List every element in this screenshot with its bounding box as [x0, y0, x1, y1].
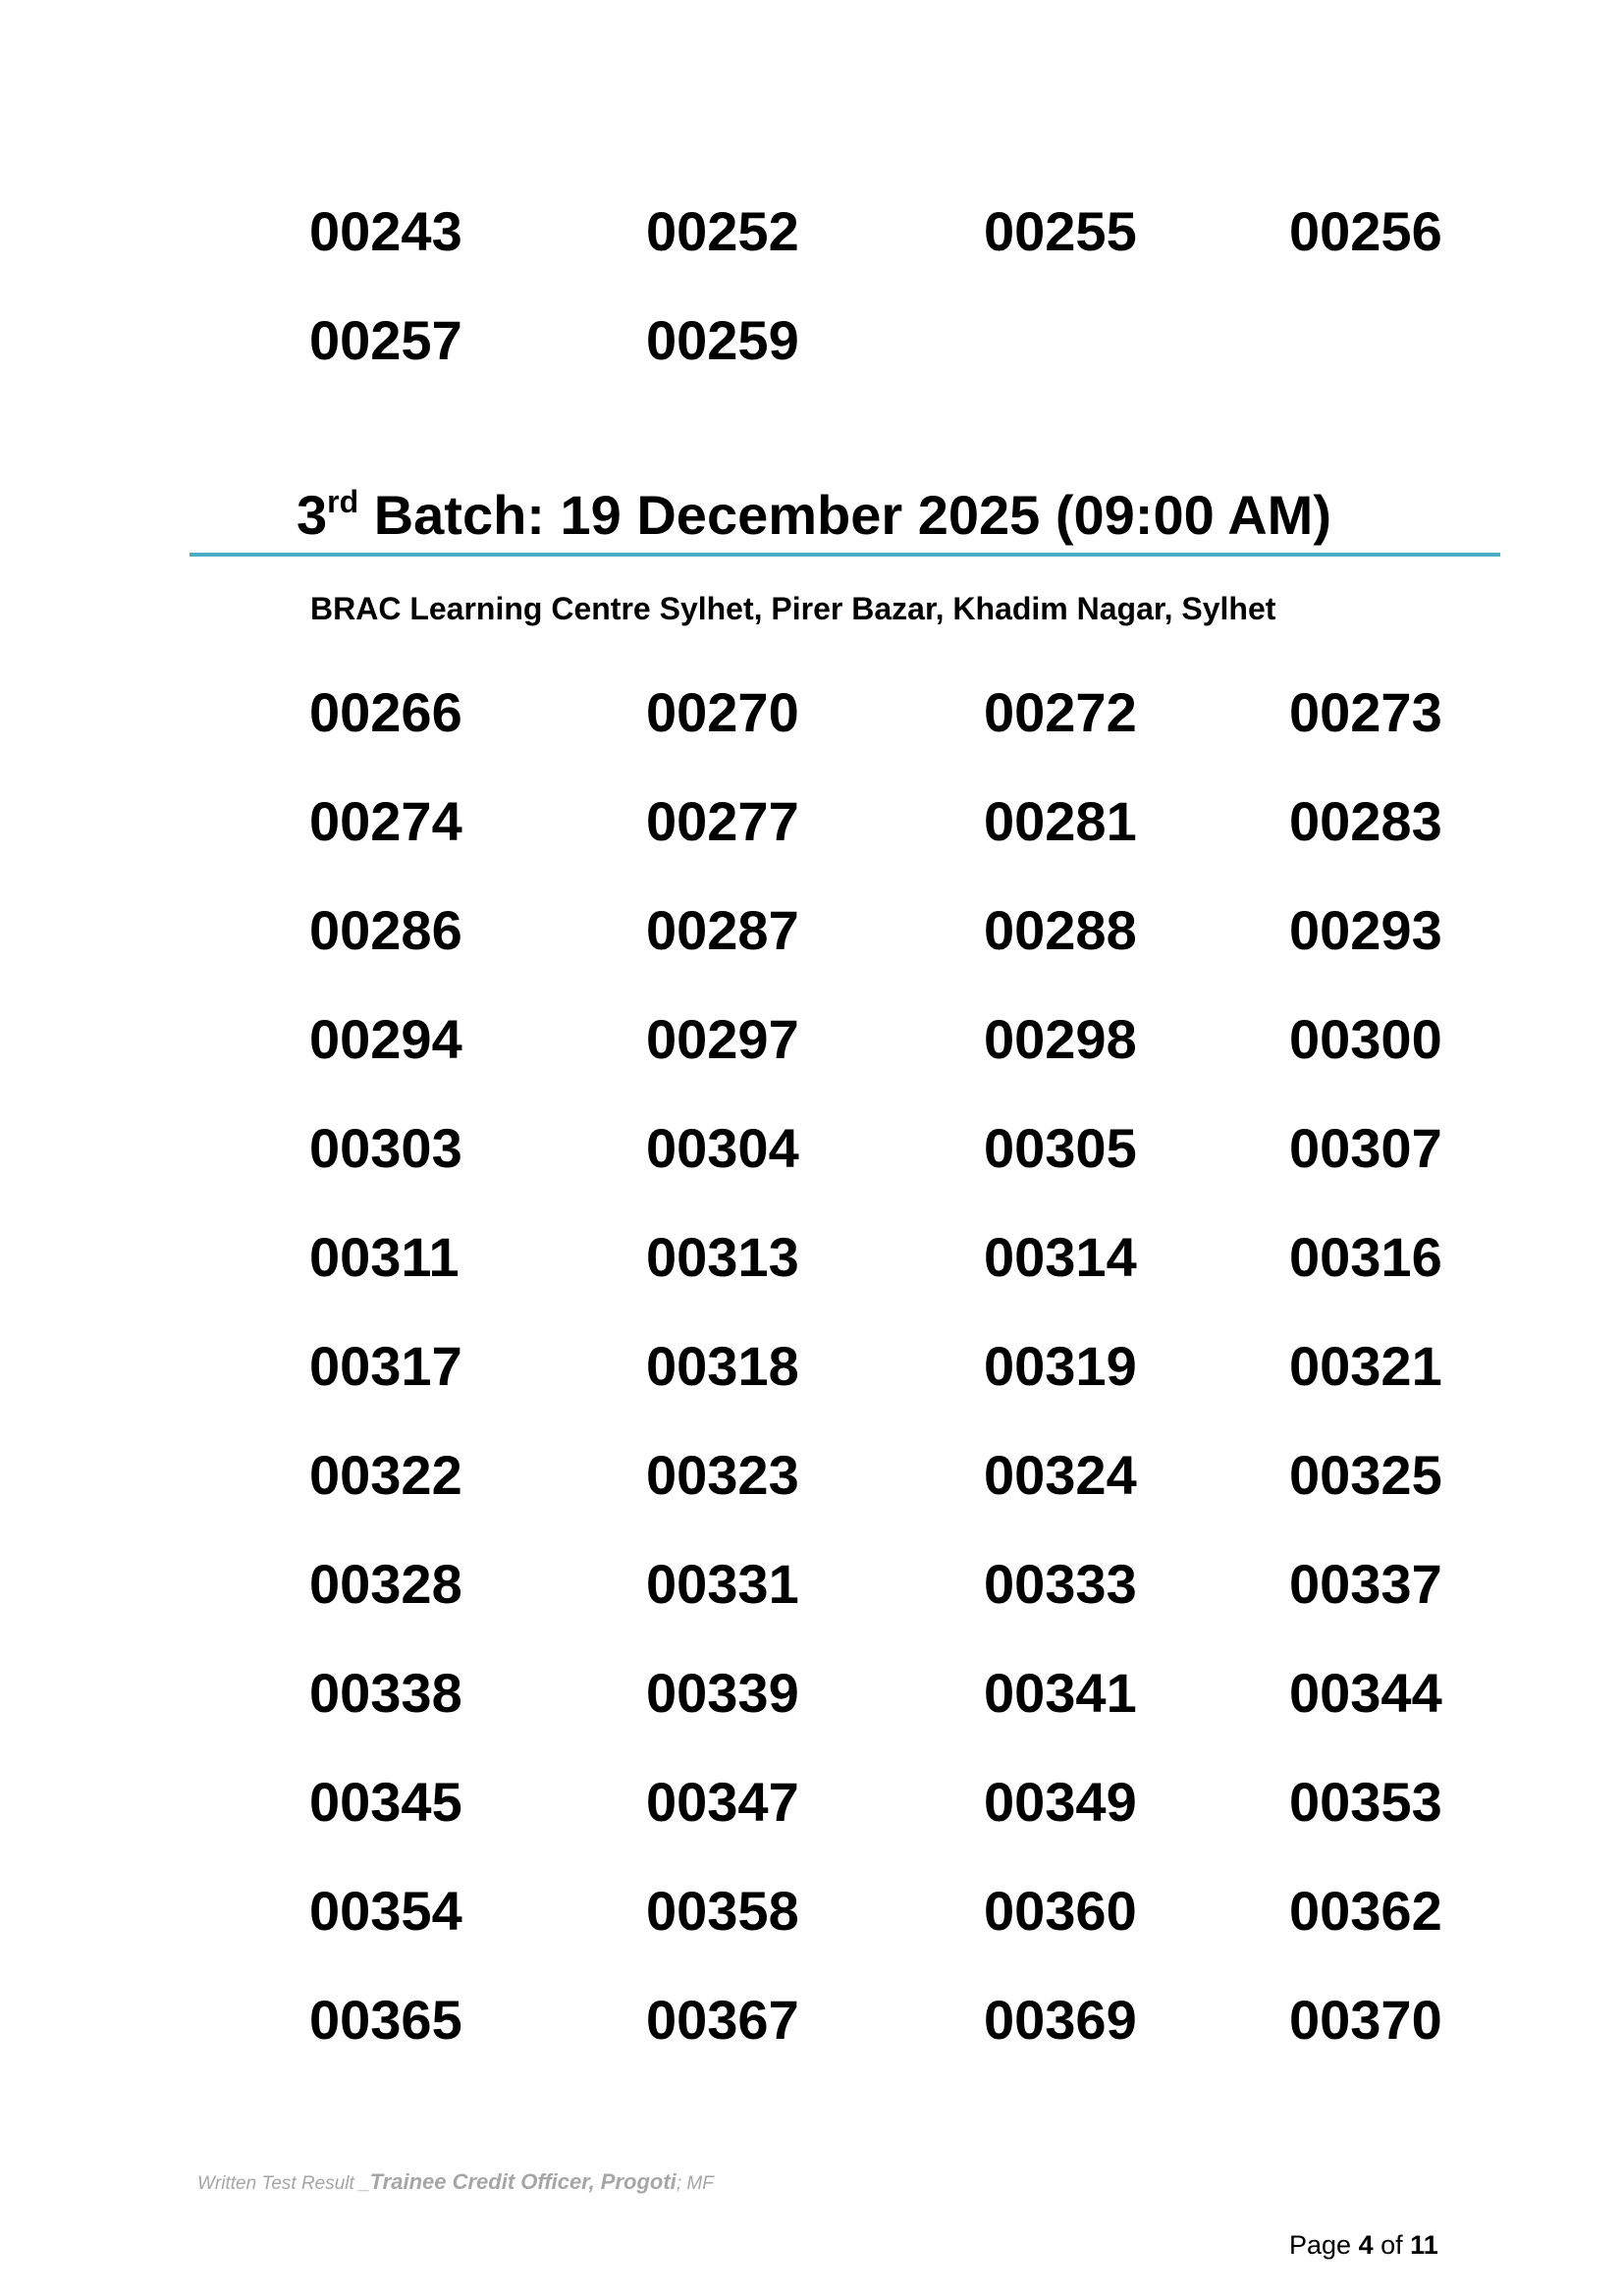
footer-document-title — [197, 2169, 714, 2195]
roll-number: 00277 — [646, 790, 799, 852]
roll-number: 00305 — [984, 1117, 1137, 1179]
roll-number: 00255 — [984, 200, 1137, 262]
roll-number: 00360 — [984, 1880, 1137, 1942]
roll-number: 00322 — [309, 1444, 462, 1506]
roll-number: 00311 — [309, 1226, 460, 1288]
roll-number: 00303 — [309, 1117, 462, 1179]
roll-number: 00370 — [1289, 1989, 1442, 2051]
roll-number: 00286 — [309, 899, 462, 961]
footer-title: Trainee Credit Officer, Progoti — [369, 2169, 677, 2194]
roll-number: 00307 — [1289, 1117, 1442, 1179]
roll-number: 00243 — [309, 200, 462, 262]
roll-number: 00353 — [1289, 1771, 1442, 1833]
batch-ordinal-suffix: rd — [327, 484, 359, 519]
roll-number: 00347 — [646, 1771, 799, 1833]
roll-number: 00266 — [309, 681, 462, 743]
roll-number: 00274 — [309, 790, 462, 852]
roll-number: 00256 — [1289, 200, 1442, 262]
page-total: 11 — [1410, 2230, 1438, 2260]
page-of: of — [1380, 2230, 1403, 2260]
roll-number: 00319 — [984, 1335, 1137, 1397]
roll-number: 00323 — [646, 1444, 799, 1506]
batch-title: Batch: 19 December 2025 (09:00 AM) — [373, 484, 1331, 546]
roll-number: 00294 — [309, 1008, 462, 1070]
roll-number: 00252 — [646, 200, 799, 262]
roll-number: 00317 — [309, 1335, 462, 1397]
roll-number: 00354 — [309, 1880, 462, 1942]
roll-number: 00333 — [984, 1553, 1137, 1615]
roll-number: 00341 — [984, 1662, 1137, 1724]
page-label: Page — [1289, 2230, 1352, 2260]
footer-prefix: Written Test Result _ — [197, 2173, 370, 2194]
roll-number: 00369 — [984, 1989, 1137, 2051]
roll-number: 00281 — [984, 790, 1137, 852]
roll-number: 00324 — [984, 1444, 1137, 1506]
roll-number: 00259 — [646, 309, 799, 371]
roll-number: 00337 — [1289, 1553, 1442, 1615]
roll-number: 00325 — [1289, 1444, 1442, 1506]
roll-number: 00293 — [1289, 899, 1442, 961]
page-number — [1289, 2230, 1438, 2261]
roll-number: 00331 — [646, 1553, 799, 1615]
roll-number: 00339 — [646, 1662, 799, 1724]
roll-number: 00270 — [646, 681, 799, 743]
roll-number: 00288 — [984, 899, 1137, 961]
roll-number: 00300 — [1289, 1008, 1442, 1070]
roll-number: 00367 — [646, 1989, 799, 2051]
roll-number: 00298 — [984, 1008, 1137, 1070]
roll-number: 00365 — [309, 1989, 462, 2051]
roll-number: 00283 — [1289, 790, 1442, 852]
roll-number: 00328 — [309, 1553, 462, 1615]
roll-number: 00287 — [646, 899, 799, 961]
roll-number: 00321 — [1289, 1335, 1442, 1397]
roll-number: 00358 — [646, 1880, 799, 1942]
roll-number: 00314 — [984, 1226, 1137, 1288]
page-current: 4 — [1358, 2230, 1374, 2260]
roll-number: 00345 — [309, 1771, 462, 1833]
roll-number: 00297 — [646, 1008, 799, 1070]
roll-number: 00304 — [646, 1117, 799, 1179]
roll-number: 00362 — [1289, 1880, 1442, 1942]
batch-venue: BRAC Learning Centre Sylhet, Pirer Bazar, Khadim Nagar, Sylhet — [310, 591, 1276, 626]
roll-number: 00349 — [984, 1771, 1137, 1833]
roll-number: 00272 — [984, 681, 1137, 743]
roll-number: 00344 — [1289, 1662, 1442, 1724]
roll-number: 00313 — [646, 1226, 799, 1288]
roll-number: 00318 — [646, 1335, 799, 1397]
heading-divider — [189, 553, 1500, 557]
batch-ordinal-number: 3 — [297, 484, 328, 546]
roll-number: 00338 — [309, 1662, 462, 1724]
roll-number: 00273 — [1289, 681, 1442, 743]
roll-number: 00257 — [309, 309, 462, 371]
roll-number: 00316 — [1289, 1226, 1442, 1288]
footer-suffix: ; MF — [676, 2173, 714, 2194]
batch-heading — [297, 484, 1331, 546]
